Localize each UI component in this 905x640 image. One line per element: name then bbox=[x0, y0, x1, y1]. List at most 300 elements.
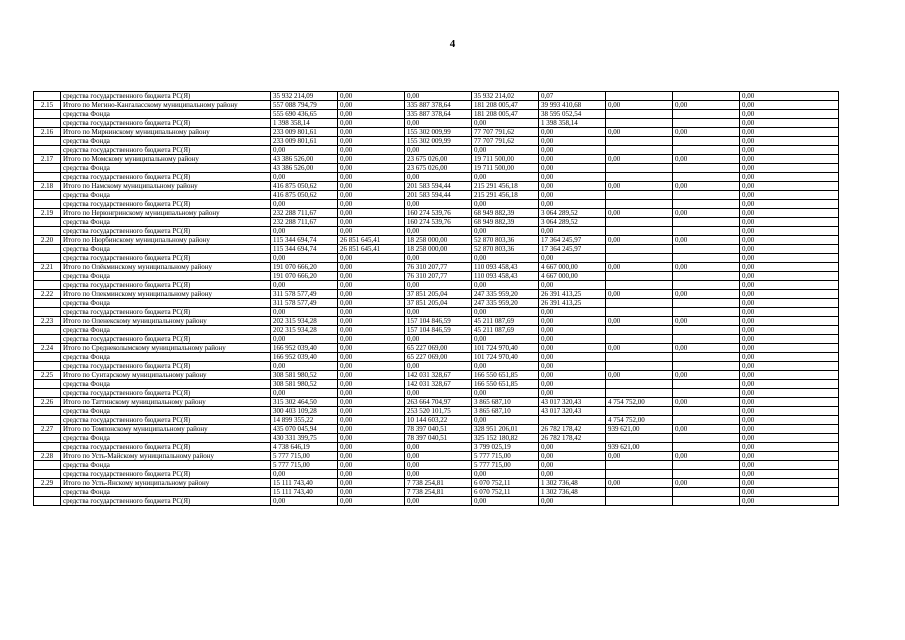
amount-cell: 247 335 959,20 bbox=[472, 290, 539, 299]
amount-cell: 68 949 882,39 bbox=[472, 209, 539, 218]
amount-cell bbox=[673, 191, 740, 200]
amount-cell: 0,00 bbox=[271, 497, 338, 506]
amount-cell: 0,00 bbox=[338, 326, 405, 335]
amount-cell bbox=[606, 335, 673, 344]
amount-cell: 0,00 bbox=[472, 308, 539, 317]
amount-cell bbox=[606, 218, 673, 227]
amount-cell: 0,00 bbox=[673, 479, 740, 488]
amount-cell: 0,00 bbox=[606, 317, 673, 326]
amount-cell: 0,00 bbox=[338, 263, 405, 272]
amount-cell: 0,00 bbox=[740, 317, 839, 326]
row-name-cell: средства Фонда bbox=[61, 110, 271, 119]
amount-cell: 0,00 bbox=[673, 155, 740, 164]
table-row bbox=[34, 200, 839, 209]
row-number-cell bbox=[34, 488, 61, 497]
amount-cell: 68 949 882,39 bbox=[472, 218, 539, 227]
amount-cell: 0,00 bbox=[539, 452, 606, 461]
row-name-cell: средства государственного бюджета РС(Я) bbox=[61, 173, 271, 182]
row-number-cell bbox=[34, 443, 61, 452]
amount-cell: 0,00 bbox=[606, 236, 673, 245]
row-number-cell bbox=[34, 218, 61, 227]
row-number-cell bbox=[34, 416, 61, 425]
amount-cell: 0,00 bbox=[539, 344, 606, 353]
amount-cell: 0,00 bbox=[673, 452, 740, 461]
amount-cell: 0,00 bbox=[271, 281, 338, 290]
row-number-cell bbox=[34, 326, 61, 335]
amount-cell: 315 302 464,50 bbox=[271, 398, 338, 407]
amount-cell bbox=[606, 461, 673, 470]
amount-cell: 0,00 bbox=[740, 263, 839, 272]
row-number-cell bbox=[34, 227, 61, 236]
amount-cell: 26 851 645,41 bbox=[338, 245, 405, 254]
amount-cell: 52 870 803,36 bbox=[472, 236, 539, 245]
row-number-cell bbox=[34, 497, 61, 506]
amount-cell: 0,00 bbox=[740, 380, 839, 389]
amount-cell: 0,00 bbox=[539, 128, 606, 137]
row-number-cell bbox=[34, 119, 61, 128]
row-name-cell: средства государственного бюджета РС(Я) bbox=[61, 146, 271, 155]
amount-cell: 0,00 bbox=[338, 290, 405, 299]
amount-cell: 232 288 711,67 bbox=[271, 218, 338, 227]
amount-cell: 0,00 bbox=[740, 497, 839, 506]
amount-cell bbox=[673, 389, 740, 398]
amount-cell: 0,00 bbox=[338, 182, 405, 191]
amount-cell: 18 258 000,00 bbox=[405, 245, 472, 254]
row-name-cell: средства Фонда bbox=[61, 434, 271, 443]
amount-cell: 0,00 bbox=[338, 461, 405, 470]
amount-cell bbox=[673, 137, 740, 146]
amount-cell: 0,00 bbox=[606, 155, 673, 164]
row-number-cell bbox=[34, 461, 61, 470]
amount-cell: 0,00 bbox=[338, 173, 405, 182]
amount-cell: 0,00 bbox=[673, 425, 740, 434]
amount-cell: 201 583 594,44 bbox=[405, 182, 472, 191]
amount-cell: 38 595 052,54 bbox=[539, 110, 606, 119]
amount-cell: 0,00 bbox=[606, 182, 673, 191]
table-row bbox=[34, 290, 839, 299]
amount-cell bbox=[673, 443, 740, 452]
row-name-cell: Итого по Мирнинскому муниципальному району bbox=[61, 128, 271, 137]
table-row bbox=[34, 353, 839, 362]
row-number-cell: 2.18 bbox=[34, 182, 61, 191]
amount-cell: 0,00 bbox=[606, 209, 673, 218]
amount-cell: 115 344 694,74 bbox=[271, 236, 338, 245]
amount-cell: 110 093 458,43 bbox=[472, 272, 539, 281]
amount-cell: 0,00 bbox=[740, 92, 839, 101]
amount-cell: 191 070 666,20 bbox=[271, 263, 338, 272]
amount-cell: 0,00 bbox=[338, 227, 405, 236]
amount-cell: 0,00 bbox=[673, 182, 740, 191]
amount-cell bbox=[673, 380, 740, 389]
amount-cell: 18 258 000,00 bbox=[405, 236, 472, 245]
table-row bbox=[34, 101, 839, 110]
row-number-cell bbox=[34, 407, 61, 416]
amount-cell bbox=[673, 308, 740, 317]
table-row bbox=[34, 335, 839, 344]
row-number-cell bbox=[34, 254, 61, 263]
row-number-cell: 2.23 bbox=[34, 317, 61, 326]
amount-cell: 0,00 bbox=[673, 101, 740, 110]
row-number-cell bbox=[34, 353, 61, 362]
amount-cell: 0,00 bbox=[673, 263, 740, 272]
amount-cell: 0,00 bbox=[740, 362, 839, 371]
amount-cell: 0,00 bbox=[338, 344, 405, 353]
amount-cell: 0,00 bbox=[271, 227, 338, 236]
table-row bbox=[34, 92, 839, 101]
table-row bbox=[34, 398, 839, 407]
amount-cell: 0,00 bbox=[539, 173, 606, 182]
row-name-cell: средства Фонда bbox=[61, 245, 271, 254]
table-row bbox=[34, 308, 839, 317]
amount-cell: 1 398 358,14 bbox=[539, 119, 606, 128]
amount-cell: 4 738 646,19 bbox=[271, 443, 338, 452]
table-row bbox=[34, 479, 839, 488]
amount-cell: 0,00 bbox=[740, 209, 839, 218]
amount-cell: 4 667 000,00 bbox=[539, 272, 606, 281]
amount-cell: 0,00 bbox=[271, 470, 338, 479]
amount-cell: 0,00 bbox=[740, 434, 839, 443]
amount-cell bbox=[606, 146, 673, 155]
amount-cell: 0,00 bbox=[539, 254, 606, 263]
amount-cell: 5 777 715,00 bbox=[271, 461, 338, 470]
row-number-cell bbox=[34, 173, 61, 182]
row-number-cell bbox=[34, 281, 61, 290]
amount-cell: 0,00 bbox=[405, 497, 472, 506]
row-name-cell: средства государственного бюджета РС(Я) bbox=[61, 200, 271, 209]
row-name-cell: Итого по Намскому муниципальному району bbox=[61, 182, 271, 191]
amount-cell: 181 208 005,47 bbox=[472, 110, 539, 119]
row-number-cell bbox=[34, 389, 61, 398]
amount-cell bbox=[606, 173, 673, 182]
amount-cell: 0,00 bbox=[606, 479, 673, 488]
amount-cell: 3 064 289,52 bbox=[539, 209, 606, 218]
amount-cell: 0,00 bbox=[271, 173, 338, 182]
amount-cell bbox=[673, 254, 740, 263]
amount-cell: 166 952 039,40 bbox=[271, 344, 338, 353]
amount-cell bbox=[606, 272, 673, 281]
amount-cell: 328 951 206,01 bbox=[472, 425, 539, 434]
row-number-cell bbox=[34, 146, 61, 155]
row-number-cell bbox=[34, 434, 61, 443]
amount-cell: 0,00 bbox=[338, 101, 405, 110]
amount-cell bbox=[606, 137, 673, 146]
amount-cell: 0,00 bbox=[740, 425, 839, 434]
amount-cell bbox=[606, 164, 673, 173]
amount-cell: 0,00 bbox=[405, 227, 472, 236]
amount-cell: 0,00 bbox=[338, 137, 405, 146]
table-row bbox=[34, 443, 839, 452]
amount-cell: 0,00 bbox=[271, 335, 338, 344]
amount-cell: 157 104 846,59 bbox=[405, 317, 472, 326]
amount-cell bbox=[606, 497, 673, 506]
amount-cell: 0,07 bbox=[539, 92, 606, 101]
amount-cell: 0,00 bbox=[539, 335, 606, 344]
amount-cell: 939 621,00 bbox=[606, 443, 673, 452]
amount-cell: 0,00 bbox=[472, 146, 539, 155]
amount-cell: 6 070 752,11 bbox=[472, 488, 539, 497]
row-number-cell: 2.27 bbox=[34, 425, 61, 434]
amount-cell: 0,00 bbox=[405, 362, 472, 371]
amount-cell bbox=[606, 245, 673, 254]
row-number-cell bbox=[34, 299, 61, 308]
amount-cell: 0,00 bbox=[539, 227, 606, 236]
table-row bbox=[34, 137, 839, 146]
amount-cell bbox=[606, 92, 673, 101]
amount-cell: 142 031 328,67 bbox=[405, 380, 472, 389]
amount-cell: 430 331 399,75 bbox=[271, 434, 338, 443]
amount-cell: 435 070 045,94 bbox=[271, 425, 338, 434]
amount-cell: 17 364 245,97 bbox=[539, 236, 606, 245]
amount-cell: 78 397 040,51 bbox=[405, 425, 472, 434]
amount-cell: 0,00 bbox=[539, 281, 606, 290]
amount-cell bbox=[673, 470, 740, 479]
row-name-cell: средства Фонда bbox=[61, 380, 271, 389]
amount-cell: 0,00 bbox=[338, 308, 405, 317]
table-row bbox=[34, 407, 839, 416]
amount-cell: 0,00 bbox=[338, 434, 405, 443]
table-row bbox=[34, 227, 839, 236]
amount-cell: 0,00 bbox=[539, 380, 606, 389]
row-number-cell: 2.17 bbox=[34, 155, 61, 164]
row-number-cell bbox=[34, 110, 61, 119]
amount-cell: 166 550 651,85 bbox=[472, 371, 539, 380]
amount-cell: 202 315 934,28 bbox=[271, 326, 338, 335]
row-number-cell bbox=[34, 470, 61, 479]
amount-cell bbox=[673, 272, 740, 281]
amount-cell: 0,00 bbox=[405, 92, 472, 101]
amount-cell: 0,00 bbox=[740, 290, 839, 299]
amount-cell: 0,00 bbox=[740, 281, 839, 290]
row-number-cell bbox=[34, 245, 61, 254]
amount-cell bbox=[606, 434, 673, 443]
row-number-cell: 2.25 bbox=[34, 371, 61, 380]
amount-cell: 0,00 bbox=[740, 119, 839, 128]
amount-cell: 15 111 743,40 bbox=[271, 479, 338, 488]
amount-cell: 0,00 bbox=[539, 353, 606, 362]
amount-cell: 0,00 bbox=[539, 389, 606, 398]
row-name-cell: средства государственного бюджета РС(Я) bbox=[61, 497, 271, 506]
row-number-cell bbox=[34, 191, 61, 200]
amount-cell: 0,00 bbox=[740, 245, 839, 254]
amount-cell: 0,00 bbox=[338, 416, 405, 425]
table-row bbox=[34, 380, 839, 389]
table-row bbox=[34, 272, 839, 281]
row-name-cell: Итого по Олёкминскому муниципальному району bbox=[61, 263, 271, 272]
table-row bbox=[34, 146, 839, 155]
row-name-cell: средства государственного бюджета РС(Я) bbox=[61, 254, 271, 263]
table-body bbox=[34, 92, 839, 506]
amount-cell bbox=[606, 353, 673, 362]
row-name-cell: средства государственного бюджета РС(Я) bbox=[61, 470, 271, 479]
amount-cell bbox=[673, 326, 740, 335]
amount-cell: 0,00 bbox=[405, 335, 472, 344]
amount-cell: 19 711 500,00 bbox=[472, 164, 539, 173]
amount-cell: 0,00 bbox=[740, 191, 839, 200]
amount-cell: 0,00 bbox=[472, 389, 539, 398]
amount-cell: 0,00 bbox=[405, 389, 472, 398]
amount-cell: 0,00 bbox=[338, 281, 405, 290]
amount-cell: 0,00 bbox=[338, 497, 405, 506]
amount-cell: 0,00 bbox=[740, 443, 839, 452]
table-row bbox=[34, 299, 839, 308]
amount-cell: 308 581 980,52 bbox=[271, 371, 338, 380]
amount-cell: 0,00 bbox=[673, 398, 740, 407]
row-number-cell: 2.19 bbox=[34, 209, 61, 218]
table-row bbox=[34, 371, 839, 380]
table-row bbox=[34, 245, 839, 254]
row-name-cell: средства Фонда bbox=[61, 137, 271, 146]
table-row bbox=[34, 416, 839, 425]
amount-cell: 0,00 bbox=[472, 227, 539, 236]
row-name-cell: средства Фонда bbox=[61, 461, 271, 470]
amount-cell: 0,00 bbox=[338, 425, 405, 434]
amount-cell: 0,00 bbox=[338, 119, 405, 128]
amount-cell: 0,00 bbox=[338, 155, 405, 164]
amount-cell: 14 899 355,22 bbox=[271, 416, 338, 425]
table-row bbox=[34, 326, 839, 335]
table-row bbox=[34, 218, 839, 227]
row-name-cell: средства Фонда bbox=[61, 353, 271, 362]
amount-cell: 0,00 bbox=[740, 470, 839, 479]
row-number-cell: 2.21 bbox=[34, 263, 61, 272]
amount-cell: 0,00 bbox=[740, 218, 839, 227]
table-row bbox=[34, 182, 839, 191]
amount-cell: 0,00 bbox=[539, 326, 606, 335]
amount-cell: 0,00 bbox=[606, 263, 673, 272]
amount-cell: 0,00 bbox=[740, 101, 839, 110]
amount-cell: 5 777 715,00 bbox=[472, 452, 539, 461]
amount-cell: 0,00 bbox=[539, 137, 606, 146]
amount-cell: 0,00 bbox=[338, 191, 405, 200]
amount-cell: 0,00 bbox=[740, 254, 839, 263]
amount-cell: 6 070 752,11 bbox=[472, 479, 539, 488]
amount-cell: 0,00 bbox=[472, 497, 539, 506]
amount-cell: 201 583 594,44 bbox=[405, 191, 472, 200]
amount-cell: 7 738 254,81 bbox=[405, 488, 472, 497]
amount-cell: 557 088 794,79 bbox=[271, 101, 338, 110]
row-number-cell: 2.28 bbox=[34, 452, 61, 461]
amount-cell: 232 288 711,67 bbox=[271, 209, 338, 218]
amount-cell: 0,00 bbox=[673, 344, 740, 353]
amount-cell: 0,00 bbox=[338, 164, 405, 173]
table-row bbox=[34, 461, 839, 470]
amount-cell: 0,00 bbox=[338, 218, 405, 227]
amount-cell: 0,00 bbox=[338, 317, 405, 326]
amount-cell: 160 274 539,76 bbox=[405, 209, 472, 218]
amount-cell bbox=[673, 497, 740, 506]
table-row bbox=[34, 362, 839, 371]
amount-cell: 43 017 320,43 bbox=[539, 398, 606, 407]
row-name-cell: Итого по Нюрбинскому муниципальному району bbox=[61, 236, 271, 245]
amount-cell: 0,00 bbox=[740, 344, 839, 353]
amount-cell: 0,00 bbox=[606, 344, 673, 353]
row-name-cell: средства Фонда bbox=[61, 272, 271, 281]
amount-cell: 101 724 970,40 bbox=[472, 344, 539, 353]
amount-cell: 311 578 577,49 bbox=[271, 299, 338, 308]
amount-cell: 0,00 bbox=[338, 479, 405, 488]
amount-cell bbox=[606, 407, 673, 416]
amount-cell: 0,00 bbox=[338, 443, 405, 452]
amount-cell: 335 887 378,64 bbox=[405, 101, 472, 110]
amount-cell: 0,00 bbox=[338, 335, 405, 344]
row-number-cell: 2.22 bbox=[34, 290, 61, 299]
amount-cell: 4 667 000,00 bbox=[539, 263, 606, 272]
amount-cell: 155 302 009,99 bbox=[405, 128, 472, 137]
amount-cell bbox=[673, 461, 740, 470]
amount-cell: 191 070 666,20 bbox=[271, 272, 338, 281]
amount-cell: 0,00 bbox=[271, 254, 338, 263]
amount-cell: 0,00 bbox=[740, 128, 839, 137]
amount-cell: 0,00 bbox=[606, 371, 673, 380]
row-name-cell: Итого по Олекминскому муниципальному району bbox=[61, 290, 271, 299]
amount-cell: 0,00 bbox=[539, 308, 606, 317]
amount-cell: 0,00 bbox=[673, 236, 740, 245]
amount-cell: 0,00 bbox=[405, 200, 472, 209]
budget-table bbox=[33, 91, 839, 506]
amount-cell: 26 782 178,42 bbox=[539, 425, 606, 434]
amount-cell: 0,00 bbox=[405, 119, 472, 128]
row-name-cell: средства государственного бюджета РС(Я) bbox=[61, 281, 271, 290]
amount-cell: 0,00 bbox=[740, 407, 839, 416]
amount-cell: 35 932 214,09 bbox=[271, 92, 338, 101]
row-name-cell: средства государственного бюджета РС(Я) bbox=[61, 227, 271, 236]
amount-cell: 0,00 bbox=[271, 362, 338, 371]
amount-cell: 416 875 050,62 bbox=[271, 191, 338, 200]
amount-cell: 45 211 087,69 bbox=[472, 317, 539, 326]
amount-cell: 26 391 413,25 bbox=[539, 299, 606, 308]
amount-cell: 308 581 980,52 bbox=[271, 380, 338, 389]
row-name-cell: средства Фонда bbox=[61, 191, 271, 200]
amount-cell: 0,00 bbox=[338, 110, 405, 119]
amount-cell: 0,00 bbox=[338, 254, 405, 263]
amount-cell: 0,00 bbox=[405, 173, 472, 182]
amount-cell: 166 952 039,40 bbox=[271, 353, 338, 362]
amount-cell: 155 302 009,99 bbox=[405, 137, 472, 146]
amount-cell: 233 009 801,61 bbox=[271, 128, 338, 137]
amount-cell bbox=[673, 245, 740, 254]
amount-cell: 0,00 bbox=[338, 353, 405, 362]
row-number-cell bbox=[34, 92, 61, 101]
row-name-cell: средства Фонда bbox=[61, 326, 271, 335]
row-name-cell: средства Фонда bbox=[61, 407, 271, 416]
amount-cell: 0,00 bbox=[740, 452, 839, 461]
amount-cell bbox=[606, 326, 673, 335]
amount-cell: 0,00 bbox=[740, 164, 839, 173]
amount-cell: 0,00 bbox=[472, 173, 539, 182]
row-number-cell: 2.20 bbox=[34, 236, 61, 245]
amount-cell bbox=[673, 416, 740, 425]
amount-cell: 0,00 bbox=[740, 146, 839, 155]
amount-cell: 45 211 087,69 bbox=[472, 326, 539, 335]
amount-cell: 0,00 bbox=[740, 299, 839, 308]
amount-cell bbox=[539, 416, 606, 425]
amount-cell bbox=[606, 191, 673, 200]
amount-cell: 0,00 bbox=[606, 128, 673, 137]
amount-cell bbox=[606, 380, 673, 389]
amount-cell: 0,00 bbox=[740, 371, 839, 380]
amount-cell: 0,00 bbox=[405, 281, 472, 290]
amount-cell: 0,00 bbox=[472, 200, 539, 209]
row-number-cell: 2.26 bbox=[34, 398, 61, 407]
row-number-cell bbox=[34, 362, 61, 371]
amount-cell: 10 144 603,22 bbox=[405, 416, 472, 425]
table-row bbox=[34, 497, 839, 506]
amount-cell: 0,00 bbox=[472, 119, 539, 128]
amount-cell: 233 009 801,61 bbox=[271, 137, 338, 146]
amount-cell: 0,00 bbox=[472, 470, 539, 479]
amount-cell: 15 111 743,40 bbox=[271, 488, 338, 497]
row-number-cell bbox=[34, 137, 61, 146]
